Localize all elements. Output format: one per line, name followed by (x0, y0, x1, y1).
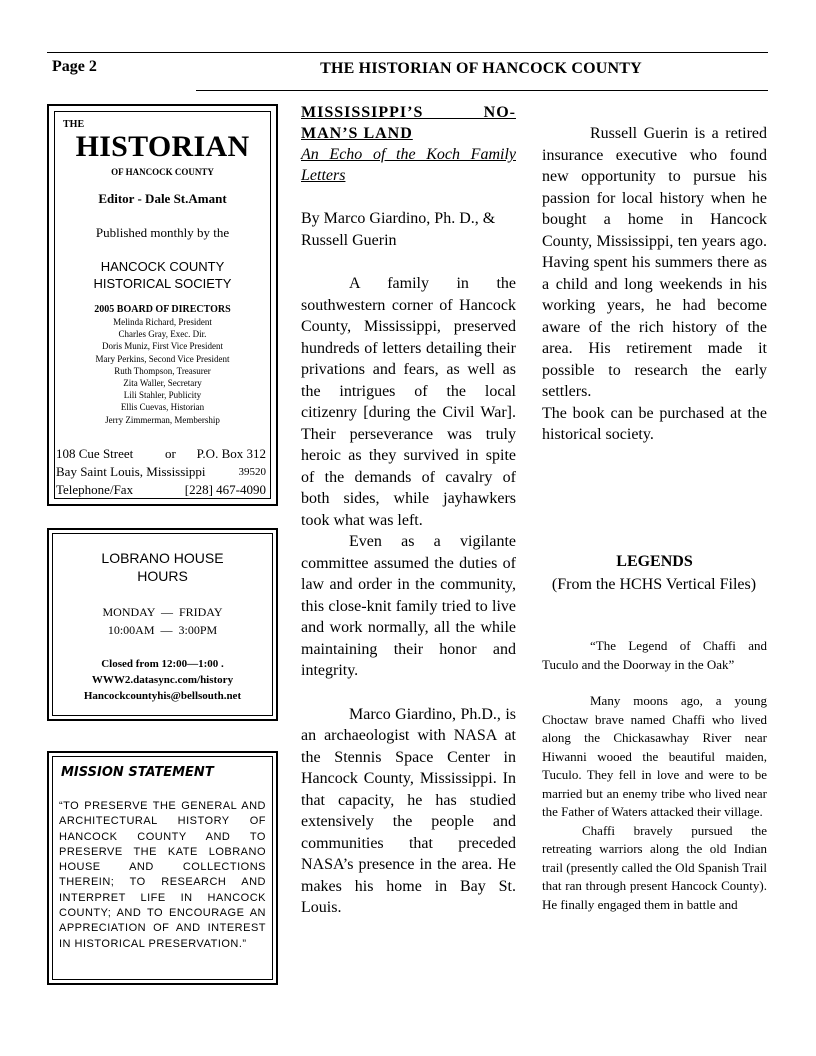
address-street: 108 Cue Street (56, 446, 134, 461)
masthead-inner-border (54, 111, 271, 499)
legend-paragraph-2: Chaffi bravely pursued the retreating warriors along the old Indian trail (presently called the Old Spanish Trail that ran through present Hancock County). He finally engaged them in battle and (542, 822, 767, 912)
lobrano-inner-border (52, 533, 273, 716)
newsletter-header-title: THE HISTORIAN OF HANCOCK COUNTY (320, 60, 642, 77)
article-paragraph-2: Even as a vigilante committee assumed the duties of law and order in the community, this close-knit family tried to live and work normally, all the while maintaining their honor and integrity. (301, 533, 516, 679)
lobrano-website[interactable]: WWW2.datasync.com/history (91, 674, 234, 686)
phone-number: [228] 467-4090 (184, 482, 266, 497)
board-member: Ellis Cuevas, Historian (120, 402, 205, 413)
board-member: Mary Perkins, Second Vice President (95, 353, 230, 364)
mission-title: MISSION STATEMENT (61, 765, 214, 780)
board-member: Ruth Thompson, Treasurer (114, 365, 211, 376)
lobrano-closed: Closed from 12:00—1:00 . (101, 658, 224, 670)
board-member: Zita Waller, Secretary (123, 378, 202, 389)
article-paragraph-4: Russell Guerin is a retired insurance executive who found new opportunity to pursue his passion for local history when he bought a home in Hancock County, Mississippi, ten years ago. Having spent his summers there as a child and long weekends in his working years, he had become aware of the rich history of the area. His retirement made it possible to research the early settlers. (542, 125, 767, 400)
masthead-box (47, 104, 278, 506)
board-title: 2005 BOARD OF DIRECTORS (94, 304, 231, 315)
mission-inner-border (52, 756, 273, 980)
lobrano-title-line2: HOURS (137, 568, 188, 584)
mission-text: “TO PRESERVE THE GENERAL AND ARCHITECTURAL HISTORY OF HANCOCK COUNTY AND TO PRESERVE THE KATE LOBRANO HOUSE AND COLLECTIONS THEREIN; TO RESEARCH AND INTERPRET LIFE IN HANCOCK COUNTY; AND TO ENCOURAGE AN APPRECIATION OF AND INTEREST IN HISTORICAL PRESERVATION.” (59, 800, 266, 950)
lobrano-hours-box (47, 528, 278, 721)
mission-statement-box (47, 751, 278, 985)
phone-label: Telephone/Fax (56, 482, 134, 497)
masthead-published: Published monthly by the (95, 225, 230, 240)
legend-paragraph-1: Many moons ago, a young Choctaw brave named Chaffi who lived along the Chickasawhay River near Hiwanni wooed the beautiful maiden, Tuculo. They fell in love and were to be married but an enemy tribe who lived near the Father of Waters attacked their village. (542, 693, 767, 819)
masthead-editor: Editor - Dale St.Amant (98, 191, 227, 206)
address-city: Bay Saint Louis, Mississippi (56, 464, 206, 479)
legends-column (542, 637, 767, 914)
address-zip: 39520 (238, 466, 266, 478)
board-member: Melinda Richard, President (113, 317, 212, 327)
board-list (55, 316, 270, 426)
board-member: Jerry Zimmerman, Membership (105, 414, 220, 425)
lobrano-email[interactable]: Hancockcountyhis@bellsouth.net (83, 690, 242, 702)
legends-subtitle: (From the HCHS Vertical Files) (551, 576, 757, 593)
legends-title: LEGENDS (616, 553, 693, 570)
header-rule-bottom (196, 90, 768, 91)
board-member: Charles Gray, Exec. Dir. (118, 329, 207, 340)
masthead-subtitle: OF HANCOCK COUNTY (111, 167, 214, 177)
page-number: Page 2 (52, 58, 97, 75)
address-or: or (165, 446, 176, 461)
article-subtitle: An Echo of the Koch Family Letters (301, 146, 516, 184)
header-rule-top (47, 52, 768, 53)
article-byline: By Marco Giardino, Ph. D., & Russell Guerin (301, 210, 496, 249)
lobrano-hours: 10:00AM — 3:00PM (107, 623, 218, 637)
article-paragraph-1: A family in the southwestern corner of Hancock County, Mississippi, preserved hundreds of letters detailing their privations and fears, as well as the intrigues of the local citizenry [during the Civil War]. Their perseverance was truly heroic as they survived in spite of the demands of cavalry of both sides, while jayhawkers took what was left. (301, 275, 516, 529)
article-paragraph-5: The book can be purchased at the historical society. (542, 404, 767, 443)
lobrano-title-line1: LOBRANO HOUSE (101, 550, 224, 566)
masthead-society-line2: HISTORICAL SOCIETY (93, 276, 232, 291)
article-column-2 (542, 123, 767, 446)
masthead-the: THE (63, 119, 85, 130)
masthead-title: HISTORIAN (75, 130, 250, 163)
article-column-1 (301, 102, 516, 919)
masthead-society-line1: HANCOCK COUNTY (100, 259, 225, 274)
board-member: Doris Muniz, First Vice President (101, 341, 224, 352)
address-po-box: P.O. Box 312 (196, 446, 266, 461)
legend-quote-title: “The Legend of Chaffi and Tuculo and the Doorway in the Oak” (542, 638, 767, 672)
lobrano-days: MONDAY — FRIDAY (102, 605, 223, 619)
board-member: Lili Stahler, Publicity (123, 390, 202, 401)
article-title: MISSISSIPPI’S NO-MAN’S LAND (301, 104, 516, 142)
article-paragraph-3: Marco Giardino, Ph.D., is an archaeologist with NASA at the Stennis Space Center in Hancock County, Mississippi. In that capacity, he has studied extensively the people and communities that preceded NASA’s presence in the area. He makes his home in Bay St. Louis. (301, 705, 516, 916)
